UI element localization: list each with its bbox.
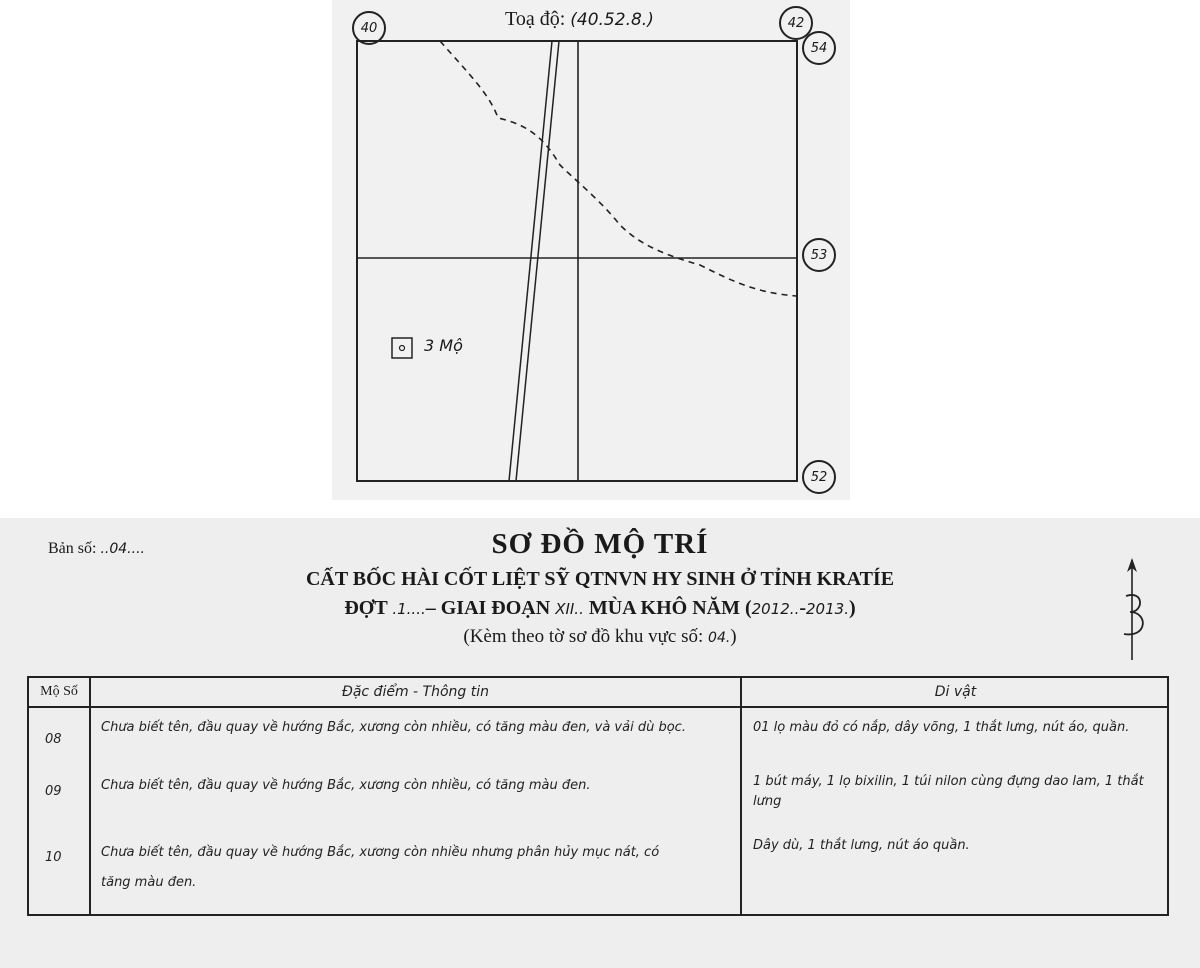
road-line-left	[509, 41, 552, 481]
coordinate-line	[505, 8, 654, 31]
phase-sep: -	[799, 597, 807, 619]
grid-marker-54: 54	[802, 31, 836, 65]
coordinate-value: (40.52.8.)	[570, 10, 654, 30]
sheet-number-label: Bản số:	[48, 540, 97, 557]
road-line-right	[516, 41, 559, 481]
row-10-info: Chưa biết tên, đầu quay về hướng Bắc, xương còn nhiều nhưng phân hủy mục nát, có tăng màu đen.	[101, 845, 660, 890]
row-09-info: Chưa biết tên, đầu quay về hướng Bắc, xương còn nhiều, có tăng màu đen.	[101, 778, 591, 793]
map-frame	[357, 41, 797, 481]
coordinate-label: Toạ độ:	[505, 8, 566, 30]
table-divider-2	[740, 678, 742, 914]
row-08-items: 01 lọ màu đỏ có nắp, dây võng, 1 thắt lưng, nút áo, quần.	[753, 720, 1130, 735]
grave-table	[27, 676, 1169, 916]
table-divider-1	[89, 678, 91, 914]
row-10-items: Dây dù, 1 thắt lưng, nút áo quần.	[753, 838, 970, 853]
grave-label: 3 Mộ	[424, 336, 463, 355]
phase-prefix: ĐỢT	[344, 597, 388, 619]
corner-label-left: 40	[352, 11, 386, 45]
document-title: SƠ ĐỒ MỘ TRÍ	[491, 528, 709, 560]
grave-marker-icon	[392, 338, 412, 358]
corner-label-right: 42	[779, 6, 813, 40]
phase-season: MÙA KHÔ NĂM (	[588, 597, 752, 619]
row-10-number: 10	[45, 850, 62, 865]
phase-year-start: 2012..	[751, 600, 800, 618]
sheet-number	[48, 540, 145, 558]
attachment-line	[300, 626, 900, 648]
header-items: Di vật	[934, 684, 977, 700]
attachment-end: )	[730, 626, 737, 647]
phase-stage: XII..	[555, 600, 584, 618]
document-subtitle: CẤT BỐC HÀI CỐT LIỆT SỸ QTNVN HY SINH Ở TỈNH KRATÍE	[305, 568, 895, 590]
phase-mid: – GIAI ĐOẠN	[425, 597, 551, 619]
attachment-value: 04.	[708, 630, 731, 646]
phase-end: )	[848, 597, 856, 619]
row-09-number: 09	[45, 784, 62, 799]
row-08-info: Chưa biết tên, đầu quay về hướng Bắc, xương còn nhiều, có tăng màu đen, và vải dù bọc.	[101, 720, 686, 735]
grid-marker-52: 52	[802, 460, 836, 494]
north-arrow-icon	[1110, 556, 1154, 664]
phase-line	[200, 597, 1000, 620]
row-08-number: 08	[45, 732, 62, 747]
row-09-items: 1 bút máy, 1 lọ bixilin, 1 túi nilon cùng đựng dao lam, 1 thắt lưng	[753, 774, 1144, 809]
phase-year-end: 2013.	[806, 600, 849, 618]
phase-number: .1....	[392, 600, 426, 618]
grid-marker-53: 53	[802, 238, 836, 272]
grave-marker-dot	[400, 346, 405, 351]
table-header-divider	[29, 706, 1167, 708]
sheet-number-value: ..04....	[100, 541, 145, 557]
header-grave-number: Mộ Số	[40, 684, 78, 699]
header-info: Đặc điểm - Thông tin	[341, 684, 489, 700]
attachment-prefix: (Kèm theo tờ sơ đồ khu vực số:	[463, 626, 704, 647]
